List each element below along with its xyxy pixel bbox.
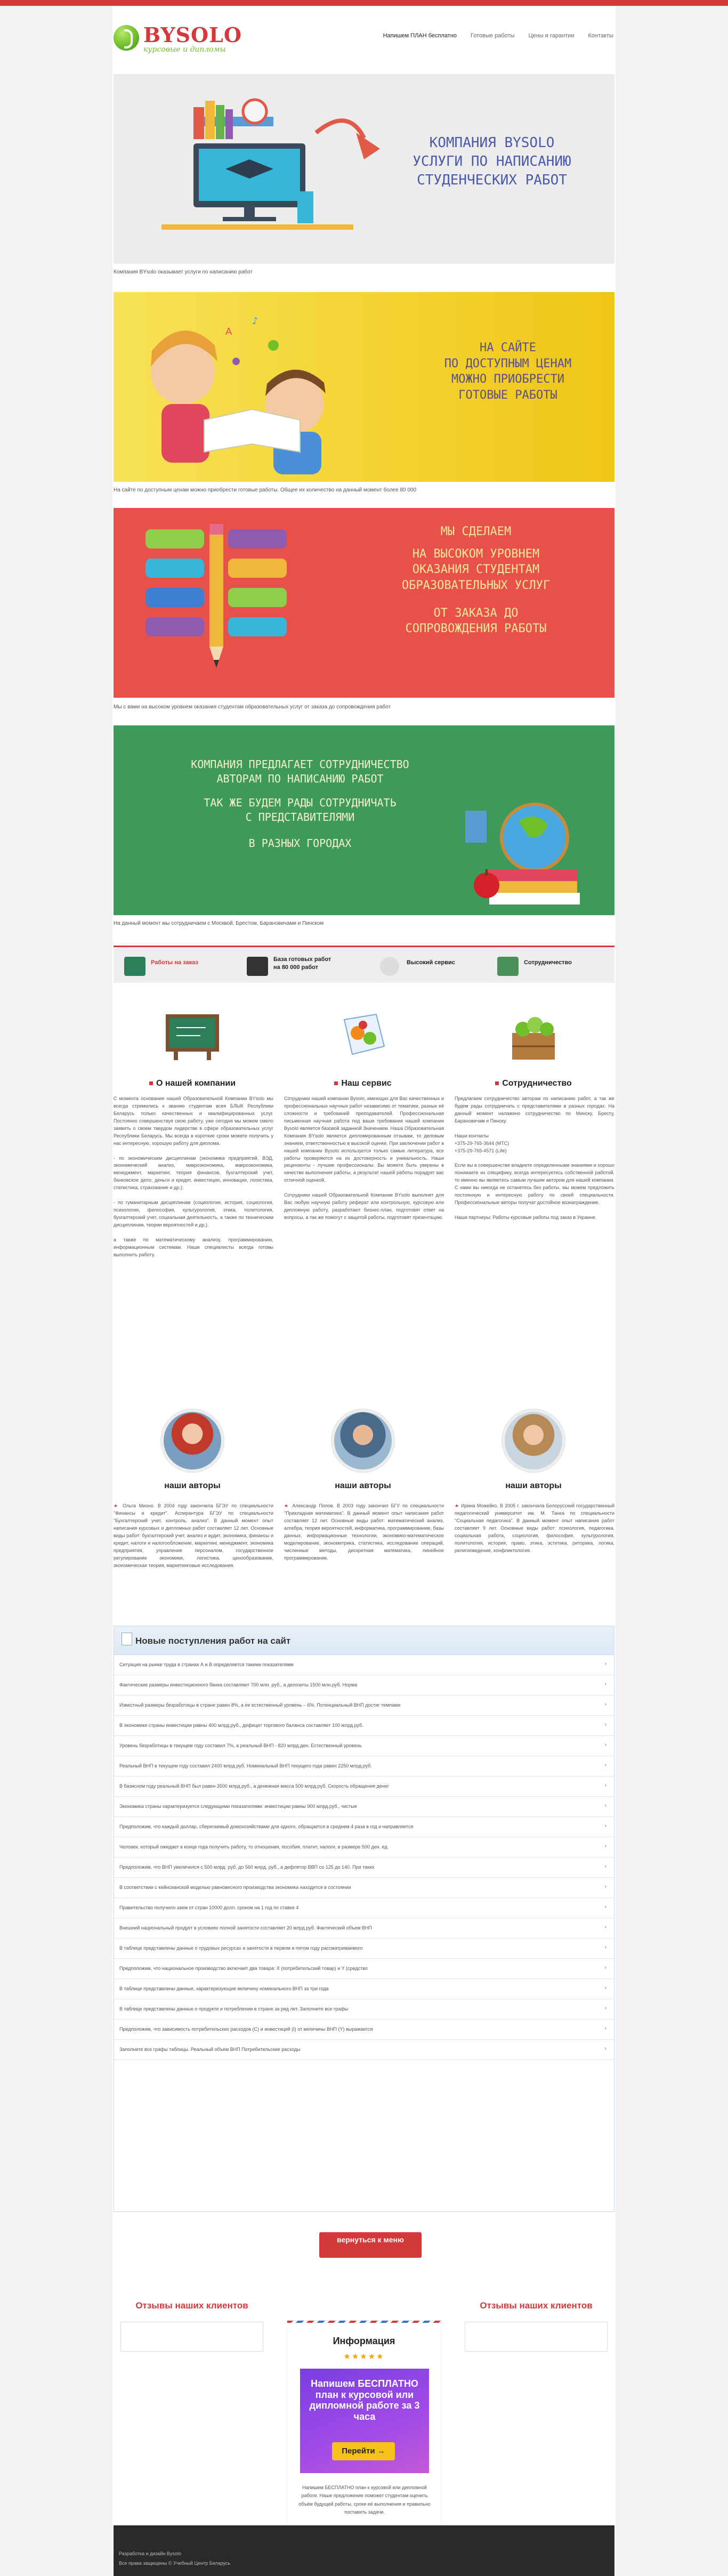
chevron-right-icon: › [604,1762,606,1768]
chevron-right-icon: › [604,1803,606,1808]
feature-label: Высокий сервис [407,959,455,966]
about-company-heading: О нашей компании [112,1079,272,1088]
work-title: Человек, который ожидает в конце года получить работу, то отношения, пособия, платит, налоги, в размере 500 ден. ед. [119,1844,389,1850]
banner-2-line-4: ГОТОВЫЕ РАБОТЫ [458,389,557,402]
info-title: Информация [333,2336,395,2346]
reviews-right-title: Отзывы наших клиентов [480,2300,593,2311]
work-list-item[interactable] [114,1918,614,1939]
apple-crate-icon [504,1009,563,1062]
cooperation-text: Предлагаем сотрудничество авторам по написанию работ, а так же будем рады сотрудничать с представителями в разных городах. На данный момент налажено сотрудничество по Минску, Бресту, Барановичам и Пинску. Наши контакты +375-29-765-3644 (МТС) +375-29-765-4571 (Life) Если вы в совершенстве владеете определенными знаниями и хорошо понимаете их специфику, всегда интересуетесь собственной работой, то именно вы являетесь самым лучшим автором для нашей компании. С нами вы никогда не останетесь без работы, мы можем предложить постоянную и интересную работу по своей специальности. Профессиональные авторы получат достойное вознаграждение. Наши партнеры: Работы курсовые работы под заказ в Украине. [455,1096,614,1220]
logo-title: BYSOLO [143,23,242,47]
work-title: Известный размеры безработицы в стране равен 8%, а ее естественный уровень – 6%. Потенциальный ВНП достиг темпами [119,1702,401,1708]
work-list-item[interactable] [114,1716,614,1736]
nav-item-contacts[interactable]: Контакты [588,33,613,39]
author-bio-irina: ★ Ирина Можейко. В 2005 г. закончила Белорусский государственный педагогический университет им. М. Танка по специальности "Социальная педагогика". В данный момент опыт написания работ составляет 9 лет. Основные виды работ: психология, педагогика, социальная работа, социология, философия, культурология, политология, история, право, этика, эстетика, риторика, логика, религиоведение, конфликтология. [455,1503,614,1553]
work-title: Предположим, что ВНП увеличился с 500 млрд. руб. до 560 млрд. руб., а дефлятор ВВП со 125 до 140. При таких [119,1864,375,1870]
author-bio-alexander: ★ Александр Попов. В 2003 году закончил БГУ по специальности "Прикладная математика". В данный момент опыт написания работ составляет 12 лет. Основные виды работ: математический анализ, алгебра, теория вероятностей, информатика, программирование, базы данных, информационные технологии, экономико-математическое моделирование, эконометрика, статистика, исследование операций, численные методы, дискретная математика, линейное программирование. [284,1503,444,1561]
banner-4-caption: На данный момент мы сотрудничаем с Москвой, Брестом, Барановичами и Пинском [114,920,324,926]
work-title: Предположим, что каждый доллар, сберегаемый домохозяйствами для одного, обращается в среднем 4 раза в год и направляется [119,1824,414,1829]
promo-go-button[interactable]: Перейти → [332,2442,395,2460]
work-title: Внешний национальный продукт в условиях полной занятости составляет 20 млрд.руб. Фактический объем ВНП [119,1925,372,1931]
author-bio-olga: ★ Ольга Михно. В 2004 году закончила БГЭУ по специальности "Финансы и кредит". Аспирантура БГЭУ по специальности "Бухгалтерский учет, контроль, анализ". В данный момент опыт написания курсовых и дипломных работ составляет 12 лет. Основные виды работ: бухгалтерский учет, анализ и аудит, экономика, финансы и кредит, налоги и налогообложение, маркетинг, менеджмент, экономика предприятия, управление персоналом, государственное регулирование экономики, логистика, ценообразование, экономическая теория, маркетинговые исследования. [114,1503,273,1568]
banner-3-line-3: ОКАЗАНИЯ СТУДЕНТАМ [412,563,540,577]
chevron-right-icon: › [604,1924,606,1930]
work-list-item[interactable] [114,1797,614,1817]
document-icon [122,1633,132,1645]
about-company-text: С момента основания нашей Образовательной Компании BYsolo мы всегда стремились к званию студентам всея БЛЫК Республики Беларусь только качественных и квалифицированных услуг. Постоянно совершенствуя свою работу, уже сегодня мы можем смело заявить о своем твердом лидерстве в сфере образовательных услуг Республики Беларусь. Мы всегда в короткие сроки можете получить у нас интересную, хорошую работу для диплома. - по экономическим дисциплинам (экономика предприятий, ВЭД, экономический анализ, микроэкономика, макроэкономика, менеджмент, маркетинг, теория финансов, бухгалтерский учет, банковское дело, деньги и кредит, инвестиции, инновации, логистика, статистика, страхование и др.); - по гуманитарным дисциплинам (социология, история, социология, психология, философия, культурология, этика, политология, бухгалтерский учет, социальная деятельность, а также по техническим дисциплинам, теории вероятностей и др.). а также по математическому анализу, программированию, информационным системам. Наши специалисты всегда готовы выполнить работу. [114,1096,273,1257]
work-list-item[interactable] [114,1939,614,1959]
logo-emblem-icon [114,25,139,51]
banner-4-line-2: АВТОРАМ ПО НАПИСАНИЮ РАБОТ [216,772,384,785]
banner-3-line-1: МЫ СДЕЛАЕМ [440,525,512,538]
bullet-icon [334,1081,338,1085]
work-title: Фактические размеры инвестиционного банка составляют 700 млн. руб., а депозиты 1500 млн.руб. Норма [119,1682,358,1687]
chevron-right-icon: › [604,1884,606,1889]
work-list-item[interactable] [114,1776,614,1797]
chevron-right-icon: › [604,2046,606,2052]
feature-label: База готовых работ на 80 000 работ [273,956,331,971]
work-list-item[interactable] [114,1655,614,1675]
feature-cooperation[interactable] [497,955,604,978]
our-service-heading: Наш сервис [283,1079,443,1088]
author-photo-irina [502,1409,565,1472]
reviews-left-widget[interactable] [120,2322,263,2352]
banner-4-line-1: КОМПАНИЯ ПРЕДЛАГАЕТ СОТРУДНИЧЕСТВО [191,758,409,771]
work-list-item[interactable] [114,1837,614,1858]
reviews-left-title: Отзывы наших клиентов [135,2300,248,2311]
star-icon: ★ [455,1503,461,1508]
footer-credit: Разработка и дизайн Bysolo [119,2551,181,2556]
work-title: Правительство получило заем от стран 10000 долл. сроком на 1 год по ставке 4 [119,1905,299,1910]
chevron-right-icon: › [604,1965,606,1971]
chalkboard-icon [124,957,145,976]
site-header [112,6,616,64]
feature-label: Сотрудничество [524,959,572,966]
new-works-title: Новые поступления работ на сайт [135,1636,291,1646]
work-list-item[interactable] [114,1675,614,1695]
chevron-right-icon: › [604,1701,606,1707]
promo-text: Напишем БЕСПЛАТНО план к курсовой или дипломной работе за 3 часа [309,2378,420,2422]
work-list-item[interactable] [114,1736,614,1756]
banner-4-line-4: С ПРЕДСТАВИТЕЛЯМИ [245,811,355,823]
feature-ready-base[interactable] [247,955,364,978]
free-plan-promo[interactable] [300,2369,429,2473]
work-title: В таблице представлены данные о трудовых ресурсах и занятости в первом и пятом году рассматриваемого [119,1945,363,1951]
footer-copyright: Все права защищены © Учебный Центр Беларусь [119,2561,231,2566]
chevron-right-icon: › [604,1681,606,1687]
banner-service-level [114,508,614,698]
banner-3-line-4: ОБРАЗОВАТЕЛЬНЫХ УСЛУГ [401,579,551,593]
our-service-text: Сотрудники нашей компании Bysolo, имеющих для Вас качественных и профессиональных научных работ независимо от тематики, разных её сложности и требований преподавателей. Профессиональная письменная научная работа под ваши требования нашей компании Bysolo является базовой заданной Значением. Наша Образовательная Компания BYsolo является дипломированным отзывам, то деловым знанием, ответственностью в высокой оценке. При заключении работ в нашей компании Bysolo используется только самые литература, все работы проверяются на их достоверность и уникальность. Наши рецензенты - лучшие профессионалы. Вы можете быть уверены в качестве выполнения работы, а результат нашей работы порадует вас отличной оценкой. Сотрудники нашей Образовательной Компании BYsolo выполнят для Вас любую научную работу реферат или контрольную, курсовую или дипломную работу, разработают бизнес-план, подготовят ответ на вопросы, а так же помогут с защитой работы, подготовят презентацию. [284,1096,444,1220]
banner-3-line-2: НА ВЫСОКОМ УРОВНЕМ [412,547,540,561]
work-title: Предположим, что национальное производство включает два товара: X (потребительский товар) и Y (средство [119,1966,368,1971]
chevron-right-icon: › [604,1843,606,1849]
feature-label: Работы на заказ [151,959,198,966]
cooperation-heading: Сотрудничество [454,1079,613,1088]
work-title: Уровень безработицы в текущем году составил 7%, а реальный ВНП - 820 млрд.ден. Естественный уровень [119,1743,362,1748]
authors-heading: наши авторы [164,1481,221,1490]
features-bar [114,946,614,983]
work-list-item[interactable] [114,1756,614,1776]
star-icon: ★ [114,1503,123,1508]
info-description: Напишем БЕСПЛАТНО план к курсовой или дипломной работе. Наше предложение поможет студентам оценить объём будущей работы, сроки её выполнения и правильно поставить задачи. [298,2485,431,2515]
work-list-item[interactable] [114,1695,614,1716]
work-title: В соответствии с кейнсианской моделью равновесного производства экономика находится в состоянии [119,1885,351,1890]
banner-1-line-2: УСЛУГИ ПО НАПИСАНИЮ [412,154,571,170]
chevron-right-icon: › [604,1722,606,1727]
top-accent-bar [0,0,728,6]
banner-ready-works [114,292,614,482]
work-list-item[interactable] [114,1878,614,1898]
nav-item-free-plan[interactable]: Напишем ПЛАН бесплатно [383,33,457,39]
banner-1-caption: Компания BYsolo оказывает услуги по написанию работ [114,269,253,275]
banner-2-line-3: МОЖНО ПРИОБРЕСТИ [451,373,564,386]
work-list-item[interactable] [114,1979,614,1999]
work-list-item[interactable] [114,2040,614,2060]
new-works-header [114,1626,614,1655]
work-list-item[interactable] [114,1898,614,1918]
banner-1-line-1: КОМПАНИЯ BYSOLO [429,135,555,151]
banner-1-line-3: СТУДЕНЧЕСКИХ РАБОТ [417,172,567,189]
author-photo-alexander [331,1409,394,1472]
work-title: Реальный ВНП в текущем году составил 2400 млрд.руб. Номинальный ВНП текущего года равен 2250 млрд.руб. [119,1763,372,1769]
page-container [112,6,616,2576]
authors-heading: наши авторы [335,1481,391,1490]
bullet-icon [495,1081,499,1085]
work-list-item[interactable] [114,1817,614,1837]
back-to-menu-button[interactable]: вернуться к меню [319,2232,422,2258]
main-nav [383,33,613,39]
chevron-right-icon: › [604,1863,606,1869]
rating-stars: ★★★★★ [343,2352,385,2361]
nav-item-ready-works[interactable]: Готовые работы [471,33,515,39]
work-title: Экономика страны характеризуется следующими показателями: инвестиции равны 900 млрд.руб., чистые [119,1804,357,1809]
chevron-right-icon: › [604,1823,606,1829]
fruit-puzzle-icon [334,1009,392,1062]
work-title: В экономике страны инвестиции равны 400 млрд.руб., дефицит торгового баланса составляет 100 млрд.руб. [119,1723,363,1728]
bullet-icon [149,1081,153,1085]
work-title: Предположим, что зависимость потребительских расходов (C) и инвестиций (I) от величины ВНП (Y) выражается [119,2026,373,2032]
clock-icon [380,957,399,976]
new-works-panel [114,1626,614,2212]
chevron-right-icon: › [604,1782,606,1788]
work-title: Заполните все графы таблицы. Реальный объем ВНП Потребительские расходы [119,2047,301,2052]
banner-3-line-5: ОТ ЗАКАЗА ДО [433,606,519,620]
info-panel [287,2320,441,2529]
chevron-right-icon: › [604,1904,606,1910]
chevron-right-icon: › [604,1661,606,1667]
chevron-right-icon: › [604,2005,606,2011]
work-list-item[interactable] [114,2020,614,2040]
banner-4-line-3: ТАК ЖЕ БУДЕМ РАДЫ СОТРУДНИЧАТЬ [204,796,397,809]
authors-heading: наши авторы [505,1481,562,1490]
chalkboard-large-icon [163,1009,222,1062]
chevron-right-icon: › [604,1985,606,1991]
banner-cooperation [114,725,614,915]
nav-item-prices[interactable]: Цены и гарантии [528,33,575,39]
feature-service[interactable] [380,955,487,978]
work-list-item[interactable] [114,1858,614,1878]
author-photo-olga [161,1409,224,1472]
star-icon: ★ [284,1503,293,1508]
svg-text:A: A [225,326,232,337]
work-title: В таблице представлены данные, характеризующие величину номинального ВНП за три года [119,1986,329,1991]
banner-3-caption: Мы с вами на высоком уровнем оказания студентам образовательных услуг от заказа до сопровождения работ [114,704,391,710]
whiteboard-icon [497,957,519,976]
work-title: В базисном году реальный ВНП был равен 3500 млрд.руб., а денежная масса 500 млрд.руб. Скорость обращения денег [119,1783,390,1789]
banner-2-line-2: ПО ДОСТУПНЫМ ЦЕНАМ [444,357,572,370]
banner-4-line-5: В РАЗНЫХ ГОРОДАХ [248,837,352,850]
reviews-right-widget[interactable] [465,2322,608,2352]
work-list-item[interactable] [114,1999,614,2020]
chevron-right-icon: › [604,1944,606,1950]
work-title: В таблице представлены данные о продукте и потреблении в стране за ряд лет. Заполните все графы [119,2006,349,2012]
logo[interactable] [114,23,241,55]
logo-subtitle: курсовые и дипломы [143,45,226,54]
svg-text:♪: ♪ [252,316,258,327]
banner-3-line-6: СОПРОВОЖДЕНИЯ РАБОТЫ [405,622,547,636]
banner-2-line-1: НА САЙТЕ [480,341,536,354]
film-reel-icon [247,957,268,976]
work-list-item[interactable] [114,1959,614,1979]
chevron-right-icon: › [604,2025,606,2031]
chevron-right-icon: › [604,1742,606,1748]
site-footer [114,2525,614,2576]
banner-2-caption: На сайте по доступным ценам можно приобрести готовые работы. Общее их количество на данный момент более 80 000 [114,487,417,493]
banner-company [114,74,614,264]
work-title: Ситуация на рынке труда в странах А и В определяется такими показателями [119,1662,294,1667]
feature-custom-works[interactable] [124,955,231,978]
